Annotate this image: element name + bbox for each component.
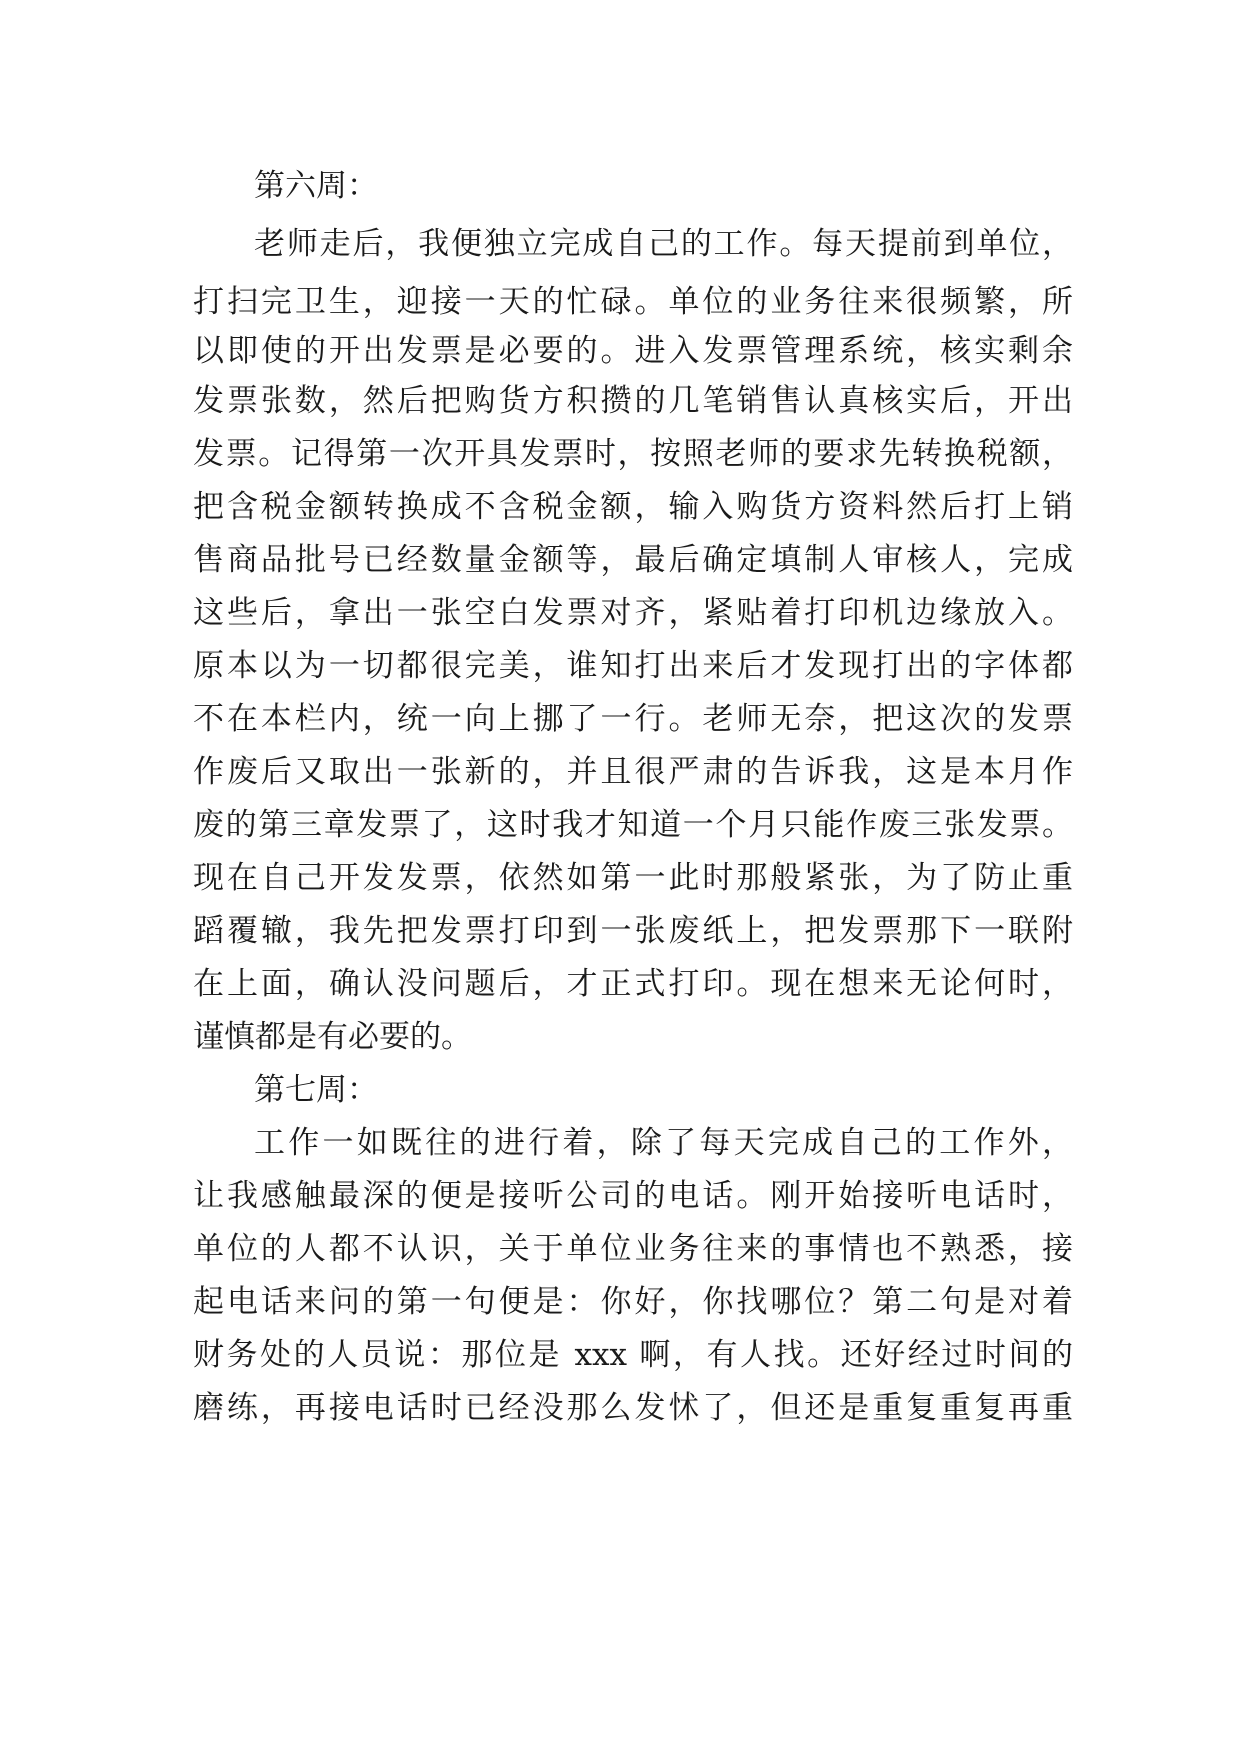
paragraph-line: 现在自己开发发票，依然如第一此时那般紧张，为了防止重 bbox=[193, 860, 1073, 896]
paragraph-line: 原本以为一切都很完美，谁知打出来后才发现打出的字体都 bbox=[193, 648, 1073, 684]
paragraph-line: 单位的人都不认识，关于单位业务往来的事情也不熟悉，接 bbox=[193, 1231, 1073, 1267]
paragraph-line: 在上面，确认没问题后，才正式打印。现在想来无论何时， bbox=[193, 966, 1073, 1002]
paragraph-line: 让我感触最深的便是接听公司的电话。刚开始接听电话时， bbox=[193, 1178, 1073, 1214]
paragraph-line: 以即使的开出发票是必要的。进入发票管理系统，核实剩余 bbox=[193, 333, 1073, 369]
paragraph-line: 磨练，再接电话时已经没那么发怵了，但还是重复重复再重 bbox=[193, 1390, 1073, 1426]
paragraph-line: 打扫完卫生，迎接一天的忙碌。单位的业务往来很频繁，所 bbox=[193, 284, 1073, 320]
paragraph-line: 把含税金额转换成不含税金额，输入购货方资料然后打上销 bbox=[193, 489, 1073, 525]
paragraph-line: 起电话来问的第一句便是：你好，你找哪位？第二句是对着 bbox=[193, 1284, 1073, 1320]
paragraph-line: 谨慎都是有必要的。 bbox=[193, 1019, 472, 1055]
section-heading-week6: 第六周： bbox=[254, 168, 378, 204]
paragraph-line: 财务处的人员说：那位是 xxx 啊，有人找。还好经过时间的 bbox=[193, 1337, 1073, 1373]
paragraph-line: 工作一如既往的进行着，除了每天完成自己的工作外， bbox=[254, 1125, 1073, 1161]
paragraph-line: 发票张数，然后把购货方积攒的几笔销售认真核实后，开出 bbox=[193, 383, 1073, 419]
paragraph-line: 不在本栏内，统一向上挪了一行。老师无奈，把这次的发票 bbox=[193, 701, 1073, 737]
paragraph-line: 作废后又取出一张新的，并且很严肃的告诉我，这是本月作 bbox=[193, 754, 1073, 790]
paragraph-line: 这些后，拿出一张空白发票对齐，紧贴着打印机边缘放入。 bbox=[193, 595, 1073, 631]
paragraph-line: 废的第三章发票了，这时我才知道一个月只能作废三张发票。 bbox=[193, 807, 1073, 843]
paragraph-line: 老师走后，我便独立完成自己的工作。每天提前到单位， bbox=[254, 226, 1073, 262]
section-heading-week7: 第七周： bbox=[254, 1072, 378, 1108]
paragraph-line: 蹈覆辙，我先把发票打印到一张废纸上，把发票那下一联附 bbox=[193, 913, 1073, 949]
paragraph-line: 发票。记得第一次开具发票时，按照老师的要求先转换税额， bbox=[193, 436, 1073, 472]
paragraph-line: 售商品批号已经数量金额等，最后确定填制人审核人，完成 bbox=[193, 542, 1073, 578]
